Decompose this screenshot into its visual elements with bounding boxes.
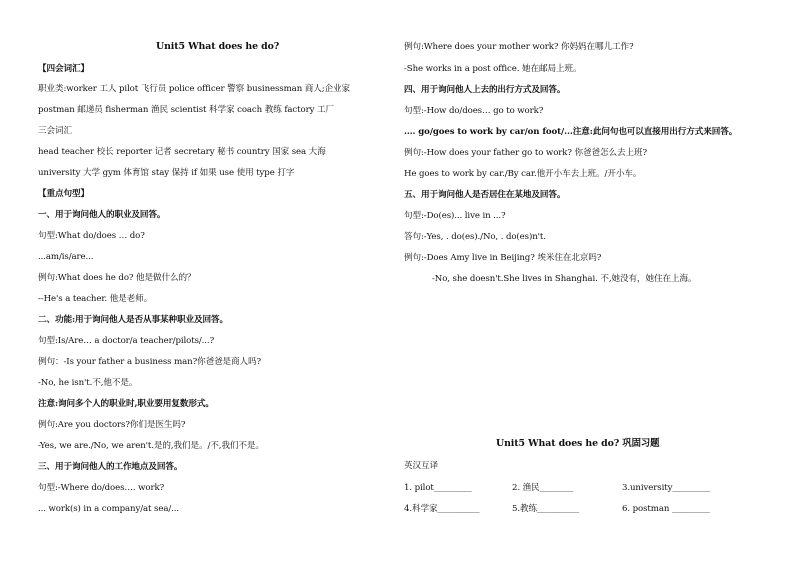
exercise-item: 6. postman _________ [622, 504, 710, 514]
heading-3: 三、用于询问他人的工作地点及回答。 [38, 462, 183, 472]
sentence-pattern: 句型:What do/does … do? [38, 231, 145, 241]
vocab-line: head teacher 校长 reporter 记者 secretary 秘书 country 国家 sea 大海 [38, 147, 326, 157]
example-sentence: 例句:Where does your mother work? 你妈妈在哪儿工作? [404, 42, 634, 52]
vocab-line: university 大学 gym 体育馆 stay 保持 if 如果 use 使用 type 打字 [38, 168, 295, 178]
sentence-pattern: 句型:-Do(es)... live in ...? [404, 211, 506, 221]
section-four-skill-vocab: 【四会词汇】 [38, 64, 89, 74]
example-answer: He goes to work by car./By car.他开小车去上班。/开小车。 [404, 169, 642, 179]
heading-1: 一、用于询问他人的职业及回答。 [38, 210, 166, 220]
answer-pattern: ... work(s) in a company/at sea/... [38, 504, 180, 514]
example-answer: --He's a teacher. 他是老师。 [38, 294, 153, 304]
section-key-sentences: 【重点句型】 [38, 189, 89, 199]
answer-pattern: 答句:-Yes, . do(es)./No, . do(es)n't. [404, 232, 546, 242]
exercise-item: 3.university_________ [622, 483, 711, 493]
sentence-pattern: 句型:-How do/does… go to work? [404, 106, 544, 116]
vocab-line: 职业类:worker 工人 pilot 飞行员 police officer 警察 businessman 商人;企业家 [38, 84, 351, 94]
exercise-item: 5.教练__________ [512, 504, 579, 514]
example-sentence: 例句:Are you doctors?你们是医生吗? [38, 420, 186, 430]
heading-4: 四、用于询问他人上去的出行方式及回答。 [404, 85, 566, 95]
example-answer: -No, he isn't.不,他不是。 [38, 378, 138, 388]
example-answer: -No, she doesn't.She lives in Shanghai. 不,她没有，她住在上海。 [432, 274, 697, 284]
answer-pattern: ...am/is/are... [38, 252, 94, 262]
vocab-line: postman 邮递员 fisherman 渔民 scientist 科学家 coach 教练 factory 工厂 [38, 105, 334, 115]
note-line: 注意:询问多个人的职业时,职业要用复数形式。 [38, 399, 214, 409]
exercise-title: Unit5 What does he do? 巩固习题 [496, 438, 660, 449]
exercise-item: 4.科学家__________ [404, 504, 480, 514]
unit-title: Unit5 What does he do? [156, 41, 280, 52]
exercise-item: 1. pilot_________ [404, 483, 472, 493]
example-sentence: 例句:What does he do? 他是做什么的？ [38, 273, 196, 283]
sentence-pattern: 句型:Is/Are… a doctor/a teacher/pilots/...? [38, 336, 215, 346]
example-sentence: 例句：-Is your father a business man?你爸爸是商人吗? [38, 357, 262, 367]
example-sentence: 例句:-How does your father go to work? 你爸爸怎么去上班? [404, 148, 647, 158]
section-three-skill-vocab: 三会词汇 [38, 126, 72, 136]
heading-2: 二、功能:用于询问他人是否从事某种职业及回答。 [38, 315, 228, 325]
sentence-pattern: 句型:-Where do/does…. work? [38, 483, 165, 493]
example-answer: -She works in a post office. 她在邮局上班。 [404, 64, 582, 74]
example-answer: -Yes, we are./No, we aren't.是的,我们是。/不,我们不是。 [38, 441, 264, 451]
heading-5: 五、用于询问他人是否居住在某地及回答。 [404, 190, 566, 200]
exercise-subtitle: 英汉互译 [404, 461, 438, 471]
exercise-item: 2. 渔民________ [512, 483, 574, 493]
example-sentence: 例句:-Does Amy live in Beijing? 埃米住在北京吗? [404, 253, 602, 263]
answer-pattern-note: .… go/goes to work by car/on foot/...注意:此问句也可以直接用出行方式来回答。 [404, 127, 738, 137]
